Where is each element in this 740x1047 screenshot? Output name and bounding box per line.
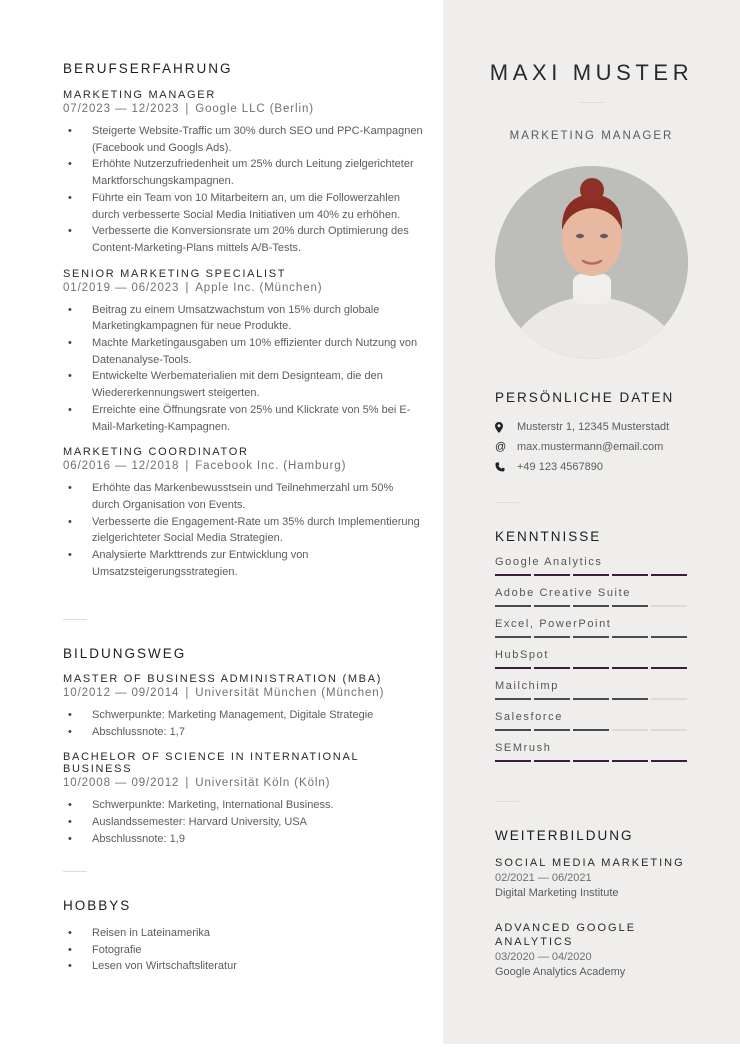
- skill-level-bar: [495, 636, 695, 638]
- section-title-training: WEITERBILDUNG: [495, 828, 634, 843]
- degree-meta: 10/2008 — 09/2012 | Universität Köln (Köln): [63, 777, 331, 790]
- training-section: [495, 828, 695, 978]
- skill-segment-filled: [573, 729, 609, 731]
- skill-name: Adobe Creative Suite: [495, 587, 631, 599]
- degree-dates: 10/2012 — 09/2014: [63, 687, 180, 699]
- job-bullets: [63, 302, 423, 436]
- list-item: • Analysierte Markttrends zur Entwicklung von Umsatzsteigerungsstrategien.: [63, 547, 423, 580]
- skill-segment-empty: [651, 605, 687, 607]
- phone-icon: [495, 462, 517, 472]
- job-company: Apple Inc. (München): [195, 281, 323, 294]
- skill-segment-filled: [495, 667, 531, 669]
- skill-segment-filled: [612, 698, 648, 700]
- skill-name: Google Analytics: [495, 556, 603, 568]
- skills-list: [495, 556, 695, 762]
- section-divider: [63, 871, 87, 872]
- skill-segment-filled: [612, 636, 648, 638]
- section-title-education: BILDUNGSWEG: [63, 646, 187, 661]
- email-link[interactable]: max.mustermann@email.com: [517, 441, 664, 453]
- skill-item: [495, 711, 695, 731]
- skill-item: [495, 587, 695, 607]
- job-dates: 01/2019 — 06/2023: [63, 281, 180, 294]
- skill-segment-filled: [495, 636, 531, 638]
- skill-segment-filled: [573, 667, 609, 669]
- list-item: • Fotografie: [63, 942, 423, 959]
- skill-name: Mailchimp: [495, 680, 559, 692]
- job-entry: [63, 268, 423, 436]
- job-title: SENIOR MARKETING SPECIALIST: [63, 267, 287, 280]
- course-title: ADVANCED GOOGLE ANALYTICS: [495, 922, 637, 948]
- skill-segment-filled: [612, 574, 648, 576]
- job-title: MARKETING MANAGER: [63, 89, 216, 101]
- job-meta: 01/2019 — 06/2023 | Apple Inc. (München): [63, 281, 323, 294]
- degree-meta: 10/2012 — 09/2014 | Universität München (München): [63, 687, 385, 699]
- job-dates: 07/2023 — 12/2023: [63, 103, 180, 115]
- skill-segment-filled: [573, 760, 609, 762]
- list-item: • Erhöhte Nutzerzufriedenheit um 25% durch Leitung zielgerichteter Marktforschungskampagnen.: [63, 156, 423, 189]
- skill-item: [495, 556, 695, 576]
- skill-segment-filled: [534, 605, 570, 607]
- skill-segment-filled: [495, 698, 531, 700]
- skill-segment-filled: [495, 574, 531, 576]
- list-item: • Abschlussnote: 1,9: [63, 831, 423, 848]
- job-meta: 06/2016 — 12/2018 | Facebook Inc. (Hamburg): [63, 460, 347, 473]
- address-text: Musterstr 1, 12345 Musterstadt: [517, 421, 670, 433]
- education-entry: [63, 673, 423, 740]
- section-divider: [495, 801, 519, 802]
- course-dates: 03/2020 — 04/2020: [495, 951, 592, 963]
- profile-photo: [495, 166, 688, 359]
- section-divider: [495, 502, 519, 503]
- section-title-hobbies: HOBBYS: [63, 898, 132, 913]
- skill-level-bar: [495, 729, 695, 731]
- name-divider: [580, 102, 604, 103]
- skill-level-bar: [495, 605, 695, 607]
- skill-segment-filled: [612, 760, 648, 762]
- skill-name: SEMrush: [495, 742, 552, 754]
- training-entry: [495, 921, 645, 978]
- job-dates: 06/2016 — 12/2018: [63, 460, 180, 473]
- skill-level-bar: [495, 698, 695, 700]
- list-item: • Steigerte Website-Traffic um 30% durch SEO und PPC-Kampagnen (Facebook und Googls Ads).: [63, 123, 423, 156]
- skill-item: [495, 742, 695, 762]
- list-item: • Verbesserte die Engagement-Rate um 35% durch Implementierung zielgerichteter Social Media Strategien.: [63, 514, 423, 547]
- contact-address: [495, 417, 715, 437]
- at-icon: @: [495, 441, 507, 453]
- section-title-personal: PERSÖNLICHE DATEN: [495, 390, 675, 405]
- list-item: • Schwerpunkte: Marketing Management, Digitale Strategie: [63, 707, 423, 724]
- job-company: Facebook Inc. (Hamburg): [195, 460, 347, 473]
- skill-level-bar: [495, 760, 695, 762]
- list-item: • Schwerpunkte: Marketing, International Business.: [63, 797, 423, 814]
- list-item: • Erhöhte das Markenbewusstsein und Teilnehmerzahl um 50% durch Organisation von Events.: [63, 480, 423, 513]
- skill-segment-filled: [534, 667, 570, 669]
- skill-segment-filled: [534, 574, 570, 576]
- skill-segment-filled: [651, 667, 687, 669]
- training-entry: [495, 856, 695, 899]
- list-item: • Lesen von Wirtschaftsliteratur: [63, 958, 423, 975]
- sidebar: [443, 0, 740, 1044]
- degree-bullets: [63, 797, 423, 847]
- contact-email[interactable]: [495, 437, 715, 457]
- skill-name: Excel, PowerPoint: [495, 618, 612, 630]
- skill-segment-filled: [651, 574, 687, 576]
- phone-link[interactable]: +49 123 4567890: [517, 461, 603, 473]
- education-entry: [63, 751, 423, 847]
- job-meta: 07/2023 — 12/2023 | Google LLC (Berlin): [63, 103, 314, 115]
- skill-segment-empty: [651, 698, 687, 700]
- profile-role: MARKETING MANAGER: [509, 130, 674, 142]
- job-entry: [63, 89, 423, 257]
- course-dates: 02/2021 — 06/2021: [495, 872, 592, 884]
- skill-segment-filled: [573, 698, 609, 700]
- hobbies-section: [63, 898, 423, 975]
- degree-title: BACHELOR OF SCIENCE IN INTERNATIONAL BUSINESS: [63, 751, 359, 776]
- skill-item: [495, 680, 695, 700]
- skill-segment-filled: [573, 605, 609, 607]
- skills-section: [495, 529, 695, 773]
- job-company: Google LLC (Berlin): [195, 103, 314, 115]
- list-item: • Abschlussnote: 1,7: [63, 724, 423, 741]
- skill-item: [495, 618, 695, 638]
- list-item: • Entwickelte Werbematerialien mit dem Designteam, die den Wiedererkennungswert steigerten.: [63, 368, 423, 401]
- job-entry: [63, 446, 423, 580]
- skill-segment-filled: [495, 605, 531, 607]
- map-pin-icon: [495, 422, 517, 433]
- section-title-skills: KENNTNISSE: [495, 529, 602, 544]
- contact-phone[interactable]: [495, 457, 715, 477]
- degree-bullets: [63, 707, 423, 740]
- skill-segment-filled: [573, 636, 609, 638]
- job-title: MARKETING COORDINATOR: [63, 446, 249, 459]
- skill-segment-filled: [534, 760, 570, 762]
- profile-name: MAXI MUSTER: [489, 60, 694, 85]
- skill-segment-filled: [534, 636, 570, 638]
- portrait-illustration: [495, 166, 688, 359]
- list-item: • Erreichte eine Öffnungsrate von 25% und Klickrate von 5% bei E-Mail-Marketing-Kampagnen.: [63, 402, 423, 435]
- hobby-list: [63, 925, 423, 975]
- education-section: [63, 646, 423, 848]
- job-bullets: [63, 480, 423, 580]
- section-title-experience: BERUFSERFAHRUNG: [63, 61, 233, 76]
- skill-segment-filled: [534, 698, 570, 700]
- skill-level-bar: [495, 667, 695, 669]
- course-institution: Digital Marketing Institute: [495, 887, 619, 899]
- skill-segment-filled: [651, 760, 687, 762]
- list-item: • Führte ein Team von 10 Mitarbeitern an, um die Followerzahlen durch verbesserte Social Media Initiativen um 40% zu erhöhen.: [63, 190, 423, 223]
- skill-segment-filled: [534, 729, 570, 731]
- experience-section: [63, 61, 423, 580]
- skill-segment-filled: [495, 729, 531, 731]
- skill-segment-filled: [612, 605, 648, 607]
- skill-segment-filled: [495, 760, 531, 762]
- list-item: • Verbesserte die Konversionsrate um 20% durch Optimierung des Content-Marketing-Plans mittels A/B-Tests.: [63, 223, 423, 256]
- skill-name: Salesforce: [495, 711, 563, 723]
- personal-section: [495, 390, 715, 477]
- skill-level-bar: [495, 574, 695, 576]
- list-item: • Machte Marketingausgaben um 10% effizienter durch Nutzung von Datenanalyse-Tools.: [63, 335, 423, 368]
- degree-school: Universität Köln (Köln): [195, 777, 331, 790]
- degree-title: MASTER OF BUSINESS ADMINISTRATION (MBA): [63, 673, 383, 685]
- course-title: SOCIAL MEDIA MARKETING: [495, 857, 685, 869]
- list-item: • Beitrag zu einem Umsatzwachstum von 15% durch globale Marketingkampagnen für neue Produkte.: [63, 302, 423, 335]
- skill-segment-filled: [651, 636, 687, 638]
- skill-segment-empty: [651, 729, 687, 731]
- skill-segment-filled: [612, 667, 648, 669]
- skill-item: [495, 649, 695, 669]
- degree-dates: 10/2008 — 09/2012: [63, 777, 180, 790]
- skill-segment-filled: [573, 574, 609, 576]
- skill-name: HubSpot: [495, 649, 550, 661]
- section-divider: [63, 619, 87, 620]
- list-item: • Reisen in Lateinamerika: [63, 925, 423, 942]
- skill-segment-empty: [612, 729, 648, 731]
- degree-school: Universität München (München): [195, 687, 385, 699]
- list-item: • Auslandssemester: Harvard University, USA: [63, 814, 423, 831]
- job-bullets: [63, 123, 423, 257]
- course-institution: Google Analytics Academy: [495, 966, 626, 978]
